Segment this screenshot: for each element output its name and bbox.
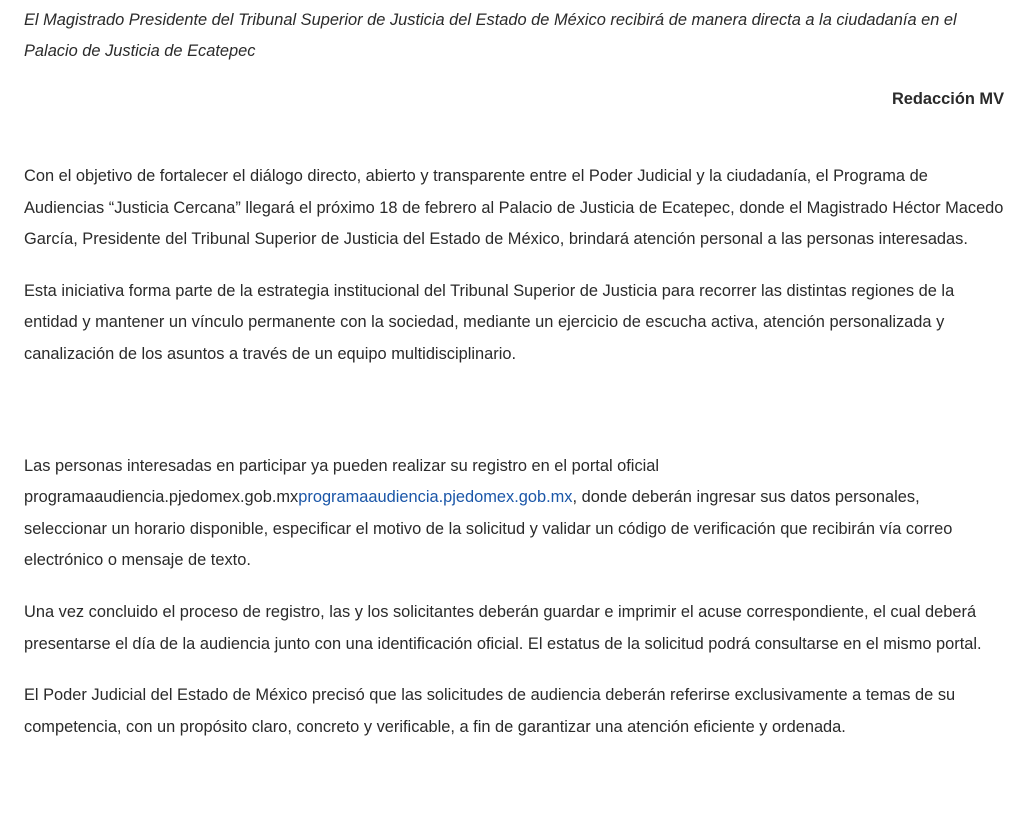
article-body <box>24 0 1004 743</box>
paragraph-2: Esta iniciativa forma parte de la estrategia institucional del Tribunal Superior de Justicia para recorrer las distintas regiones de la entidad y mantener un vínculo permanente con la sociedad, mediante un ejercicio de escucha activa, atención personalizada y canalización de los asuntos a través de un equipo multidisciplinario. <box>24 281 955 363</box>
paragraph-5: El Poder Judicial del Estado de México precisó que las solicitudes de audiencia deberán referirse exclusivamente a temas de su competencia, con un propósito claro, concreto y verificable, a fin de garantizar una atención eficiente y ordenada. <box>24 686 956 736</box>
portal-link[interactable]: programaaudiencia.pjedomex.gob.mx <box>298 488 573 507</box>
article-lead: El Magistrado Presidente del Tribunal Superior de Justicia del Estado de México recibirá de manera directa a la ciudadanía en el Palacio de Justicia de Ecatepec <box>24 11 957 60</box>
paragraph-3-text-before: Las personas interesadas en participar ya pueden realizar su registro en el portal oficial programaaudiencia.pjedomex.gob.mx <box>24 456 660 507</box>
paragraph-4: Una vez concluido el proceso de registro, las y los solicitantes deberán guardar e imprimir el acuse correspondiente, el cual deberá presentarse el día de la audiencia junto con una identificación oficial. El estatus de la solicitud podrá consultarse en el mismo portal. <box>24 602 982 653</box>
article-byline: Redacción MV <box>891 90 1004 108</box>
paragraph-1: Con el objetivo de fortalecer el diálogo directo, abierto y transparente entre el Poder Judicial y la ciudadanía, el Programa de Audiencias “Justicia Cercana” llegará el próximo 18 de febrero al Palacio de Justicia de Ecatepec, donde el Magistrado Héctor Macedo García, Presidente del Tribunal Superior de Justicia del Estado de México, brindará atención personal a las personas interesadas. <box>24 167 1004 249</box>
paragraph-3 <box>24 451 1004 577</box>
paragraph-3-text-after: , donde deberán ingresar sus datos personales, seleccionar un horario disponible, especificar el motivo de la solicitud y validar un código de verificación que recibirán vía correo electrónico o mensaje de texto. <box>24 488 953 570</box>
